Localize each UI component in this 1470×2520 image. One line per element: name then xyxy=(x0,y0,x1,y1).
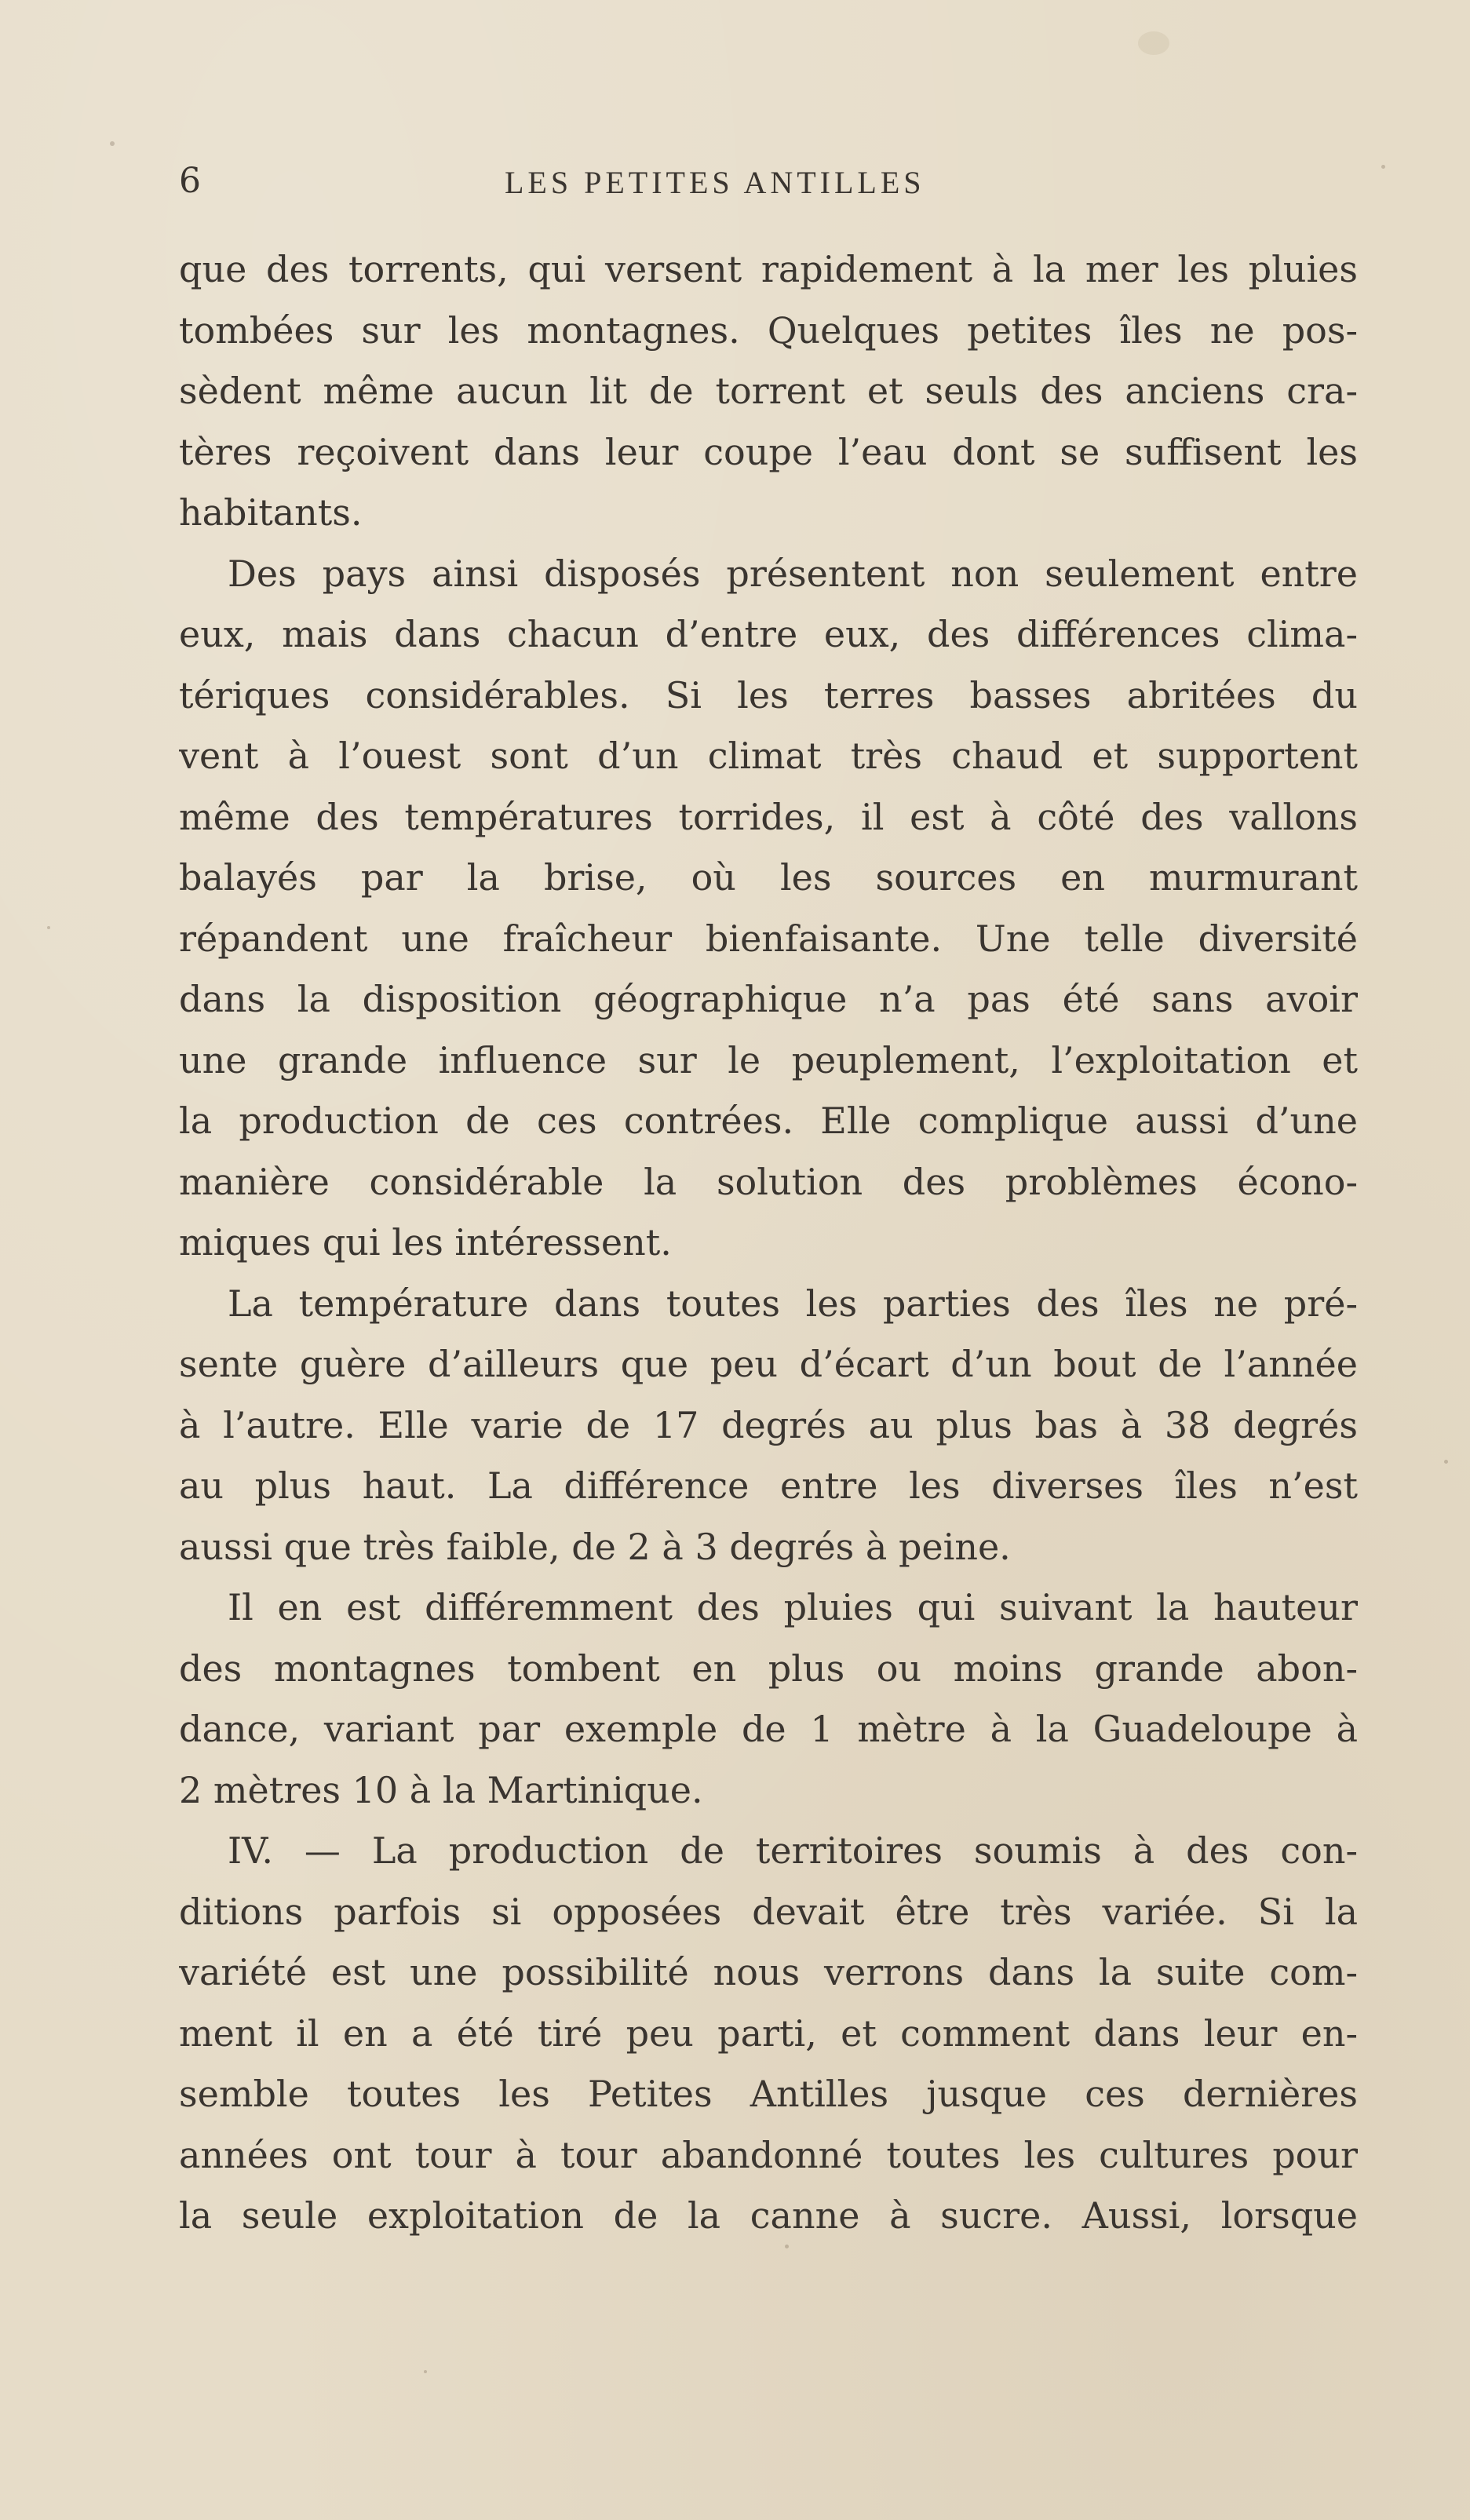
text-line: au plus haut. La différence entre les diverses îles n’est xyxy=(179,1464,1358,1507)
paper-speck xyxy=(424,2370,427,2373)
text-line: sente guère d’ailleurs que peu d’écart d’un bout de l’année xyxy=(179,1343,1358,1385)
paper-speck xyxy=(1138,31,1169,55)
text-line: semble toutes les Petites Antilles jusque ces dernières xyxy=(179,2073,1358,2115)
text-line: la production de ces contrées. Elle complique aussi d’une xyxy=(179,1100,1358,1142)
text-line: répandent une fraîcheur bienfaisante. Une telle diversité xyxy=(179,917,1358,960)
text-line: aussi que très faible, de 2 à 3 degrés à peine. xyxy=(179,1525,1011,1568)
paper-speck xyxy=(785,2245,789,2248)
paper-speck xyxy=(1444,1460,1448,1464)
text-line: habitants. xyxy=(179,491,363,534)
text-line: Des pays ainsi disposés présentent non seulement entre xyxy=(228,552,1358,595)
text-line: vent à l’ouest sont d’un climat très chaud et supportent xyxy=(179,735,1358,777)
paper-speck xyxy=(1381,165,1385,169)
text-line: une grande influence sur le peuplement, l’exploitation et xyxy=(179,1038,1358,1081)
running-head xyxy=(179,161,1356,208)
text-line: Il en est différemment des pluies qui suivant la hauteur xyxy=(228,1586,1358,1628)
text-line: eux, mais dans chacun d’entre eux, des différences clima- xyxy=(179,613,1358,655)
text-line: sèdent même aucun lit de torrent et seuls des anciens cra- xyxy=(179,370,1358,412)
text-line: dans la disposition géographique n’a pas été sans avoir xyxy=(179,978,1358,1020)
text-line: balayés par la brise, où les sources en murmurant xyxy=(179,856,1358,899)
text-line: tères reçoivent dans leur coupe l’eau dont se suffisent les xyxy=(179,430,1358,473)
text-line: années ont tour à tour abandonné toutes les cultures pour xyxy=(179,2133,1358,2176)
paper-speck xyxy=(47,926,50,929)
text-line: manière considérable la solution des problèmes écono- xyxy=(179,1160,1358,1203)
text-line: même des températures torrides, il est à côté des vallons xyxy=(179,795,1358,838)
text-line: dance, variant par exemple de 1 mètre à la Guadeloupe à xyxy=(179,1708,1358,1750)
text-line: que des torrents, qui versent rapidement à la mer les pluies xyxy=(179,248,1358,290)
text-line: variété est une possibilité nous verrons dans la suite com- xyxy=(179,1951,1358,1993)
text-line: La température dans toutes les parties des îles ne pré- xyxy=(228,1282,1358,1325)
text-line: 2 mètres 10 à la Martinique. xyxy=(179,1768,703,1811)
text-line: à l’autre. Elle varie de 17 degrés au plus bas à 38 degrés xyxy=(179,1403,1358,1446)
text-line: ment il en a été tiré peu parti, et comment dans leur en- xyxy=(179,2011,1358,2055)
text-line: tombées sur les montagnes. Quelques petites îles ne pos- xyxy=(179,308,1358,352)
running-title: LES PETITES ANTILLES xyxy=(505,165,925,200)
paper-speck xyxy=(110,141,115,146)
body-text xyxy=(179,239,1358,2247)
text-line: tériques considérables. Si les terres basses abritées du xyxy=(179,673,1358,717)
text-line: ditions parfois si opposées devait être très variée. Si la xyxy=(179,1890,1358,1933)
text-line: des montagnes tombent en plus ou moins grande abon- xyxy=(179,1647,1358,1690)
text-line: miques qui les intéressent. xyxy=(179,1221,672,1264)
text-line: la seule exploitation de la canne à sucre. Aussi, lorsque xyxy=(179,2194,1358,2237)
text-line: IV. — La production de territoires soumis à des con- xyxy=(228,1829,1358,1872)
page-number: 6 xyxy=(179,161,201,201)
